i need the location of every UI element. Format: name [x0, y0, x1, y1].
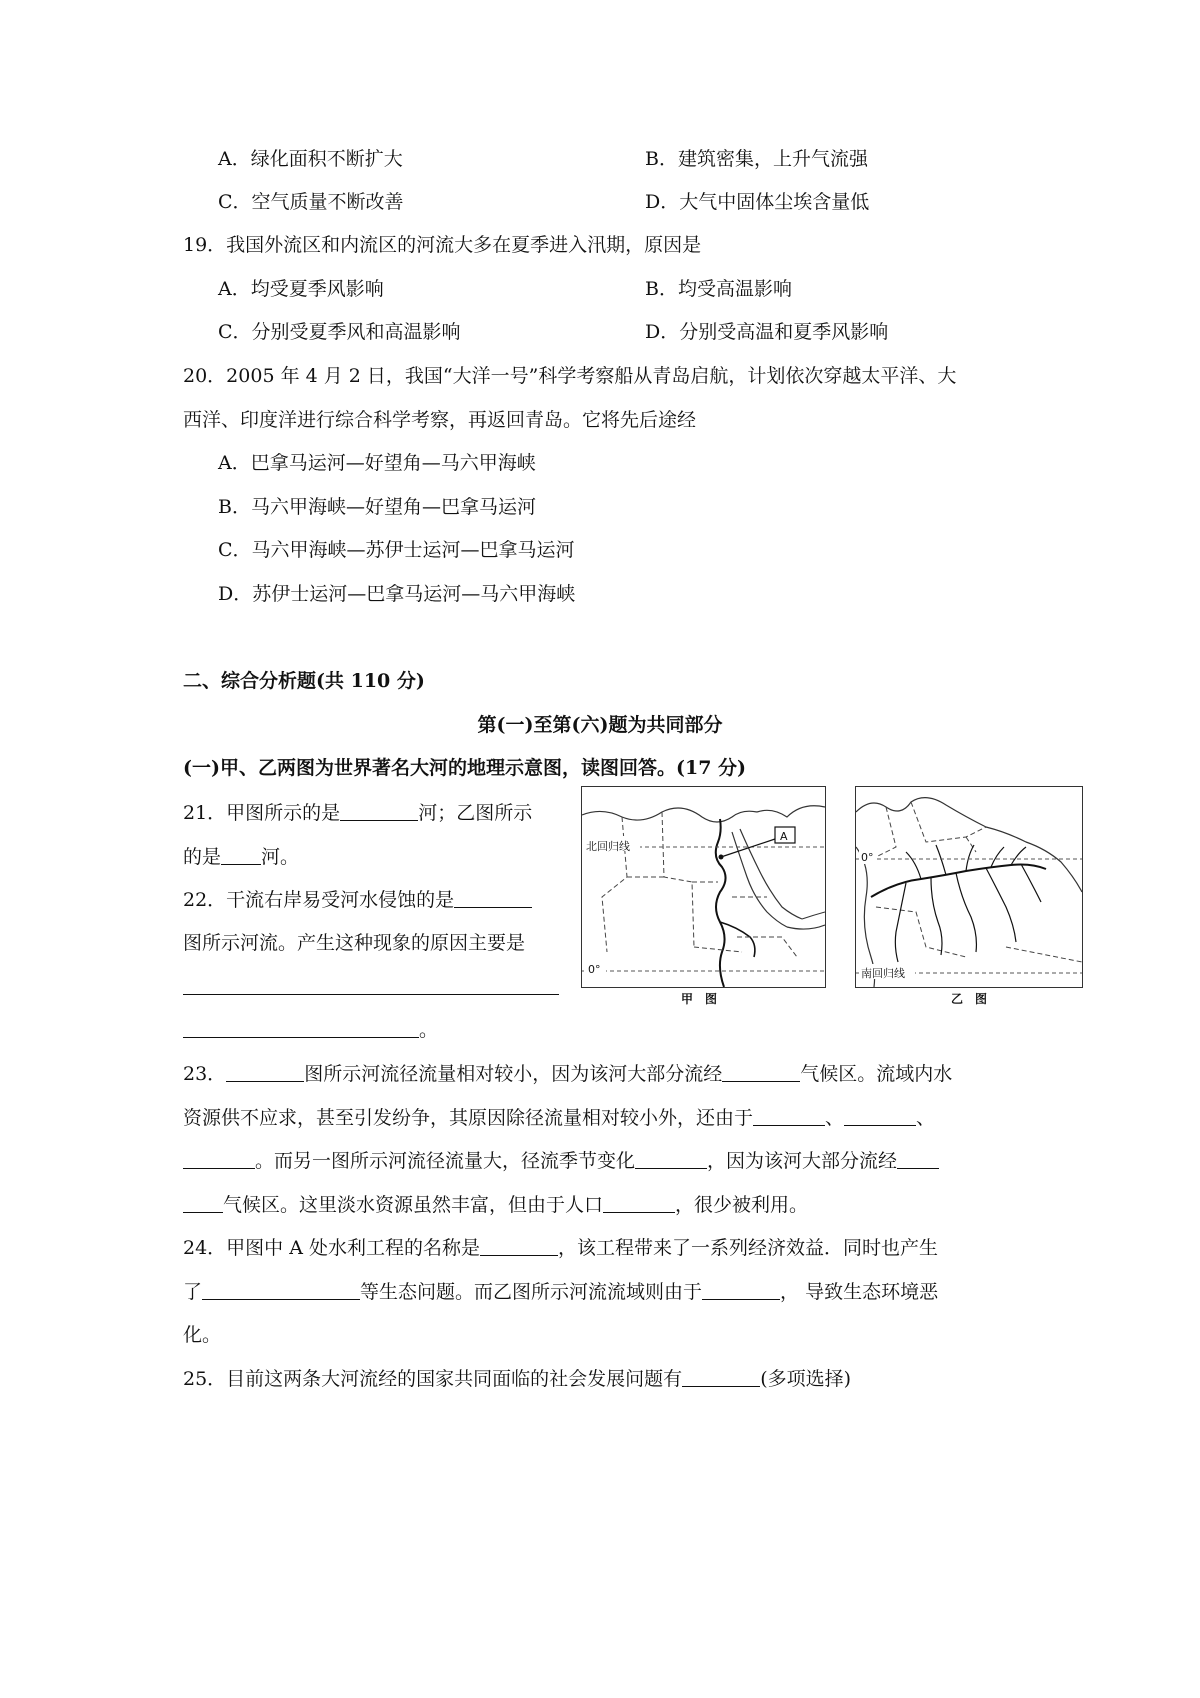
q21-text-c: 的是	[183, 846, 222, 868]
q20-option-b: B．马六甲海峡—好望角—巴拿马运河	[218, 496, 536, 518]
q23-blank-5[interactable]	[183, 1150, 255, 1169]
q21-text-b: 河；乙图所示	[418, 802, 533, 824]
q19-option-c: C．分别受夏季风和高温影响	[218, 321, 461, 343]
q23-line2	[183, 1105, 935, 1131]
q24-blank-1[interactable]	[480, 1237, 558, 1256]
q22-end: 。	[419, 1019, 439, 1041]
q20-stem-line2: 西洋、印度洋进行综合科学考察，再返回青岛。它将先后途经	[183, 409, 697, 431]
q21-blank-1[interactable]	[340, 802, 418, 821]
q19-option-b: B．均受高温影响	[645, 278, 792, 300]
q23-blank-7[interactable]	[897, 1150, 939, 1169]
q20-stem-line1: 20．2005 年 4 月 2 日，我国“大洋一号”科学考察船从青岛启航，计划依次穿越太平洋、大	[183, 365, 957, 387]
q20-option-c: C．马六甲海峡—苏伊士运河—巴拿马运河	[218, 539, 575, 561]
q23-text-h: ，很少被利用。	[675, 1194, 809, 1216]
q19-option-a: A．均受夏季风影响	[218, 278, 384, 300]
q19-option-d: D．分别受高温和夏季风影响	[645, 321, 889, 343]
q23-text-g: 气候区。这里淡水资源虽然丰富，但由于人口	[223, 1194, 604, 1216]
q23-sep-1: 、	[825, 1107, 845, 1129]
q23-blank-6[interactable]	[635, 1150, 707, 1169]
section-subheading: 第(一)至第(六)题为共同部分	[477, 714, 723, 736]
map-jia-point-label: A	[780, 830, 788, 843]
q24-line2	[183, 1279, 938, 1305]
q24-text-c: 了	[183, 1281, 203, 1303]
q23-sep-2: 、	[916, 1107, 936, 1129]
q21-blank-2[interactable]	[221, 846, 261, 865]
q24-text-a: 24．甲图中 A 处水利工程的名称是	[183, 1237, 480, 1259]
map-jia-caption: 甲 图	[681, 992, 718, 1006]
section-heading: 二、综合分析题(共 110 分)	[183, 670, 425, 692]
q22-line3	[183, 974, 559, 1000]
q23-text-c: 气候区。流域内水	[800, 1063, 953, 1085]
q25-line1	[183, 1366, 851, 1392]
q23-blank-1[interactable]	[226, 1063, 304, 1082]
q24-text-d: 等生态问题。而乙图所示河流流域则由于	[360, 1281, 703, 1303]
q22-line4	[183, 1017, 438, 1043]
q21-text-d: 河。	[261, 846, 300, 868]
q25-text-a: 25．目前这两条大河流经的国家共同面临的社会发展问题有	[183, 1368, 683, 1390]
q22-blank-2[interactable]	[183, 976, 559, 995]
q21-text-a: 21．甲图所示的是	[183, 802, 341, 824]
q20-option-a: A．巴拿马运河—好望角—马六甲海峡	[218, 452, 536, 474]
map-jia	[581, 786, 826, 988]
q23-blank-3[interactable]	[753, 1107, 825, 1126]
part1-intro: (一)甲、乙两图为世界著名大河的地理示意图，读图回答。(17 分)	[183, 757, 747, 779]
map-yi-tropic-label: 南回归线	[861, 967, 905, 980]
map-yi-drawing	[856, 787, 1082, 987]
q22-line1	[183, 887, 532, 913]
map-jia-equator-label: 0°	[588, 963, 601, 976]
map-jia-drawing	[582, 787, 825, 987]
q23-line4	[183, 1192, 808, 1218]
map-yi-caption: 乙 图	[951, 992, 988, 1006]
q23-text-b: 图所示河流径流量相对较小，因为该河大部分流经	[304, 1063, 723, 1085]
q23-blank-2[interactable]	[722, 1063, 800, 1082]
q23-text-d: 资源供不应求，甚至引发纷争，其原因除径流量相对较小外，还由于	[183, 1107, 754, 1129]
q18-option-c: C．空气质量不断改善	[218, 191, 404, 213]
map-yi	[855, 786, 1083, 988]
q23-text-a: 23．	[183, 1063, 227, 1085]
q24-line1	[183, 1235, 938, 1261]
q20-option-d: D．苏伊士运河—巴拿马运河—马六甲海峡	[218, 583, 576, 605]
q18-option-b: B．建筑密集，上升气流强	[645, 148, 868, 170]
q19-stem: 19．我国外流区和内流区的河流大多在夏季进入汛期，原因是	[183, 234, 702, 256]
q23-line1	[183, 1061, 952, 1087]
q22-blank-1[interactable]	[454, 889, 532, 908]
q21-line2	[183, 844, 299, 870]
q25-blank-1[interactable]	[682, 1368, 760, 1387]
q23-blank-9[interactable]	[603, 1194, 675, 1213]
q25-text-b: (多项选择)	[760, 1368, 852, 1390]
q23-blank-4[interactable]	[844, 1107, 916, 1126]
q24-text-e: ， 导致生态环境恶	[780, 1281, 939, 1303]
q24-text-b: ，该工程带来了一系列经济效益．同时也产生	[557, 1237, 938, 1259]
q23-line3	[183, 1148, 939, 1174]
map-jia-tropic-label: 北回归线	[586, 840, 630, 853]
q24-blank-2[interactable]	[202, 1281, 360, 1300]
q18-option-a: A．绿化面积不断扩大	[218, 148, 403, 170]
q23-blank-8[interactable]	[183, 1194, 223, 1213]
q18-option-d: D．大气中固体尘埃含量低	[645, 191, 870, 213]
q23-text-e: 。而另一图所示河流径流量大，径流季节变化	[255, 1150, 636, 1172]
q22-blank-3[interactable]	[183, 1019, 419, 1038]
q24-line3: 化。	[183, 1324, 222, 1346]
map-yi-equator-label: 0°	[861, 851, 874, 864]
q23-text-f: ，因为该河大部分流经	[707, 1150, 898, 1172]
q22-text-a: 22．干流右岸易受河水侵蚀的是	[183, 889, 455, 911]
q22-line2: 图所示河流。产生这种现象的原因主要是	[183, 932, 526, 954]
q24-blank-3[interactable]	[702, 1281, 780, 1300]
q21-line1	[183, 800, 532, 826]
